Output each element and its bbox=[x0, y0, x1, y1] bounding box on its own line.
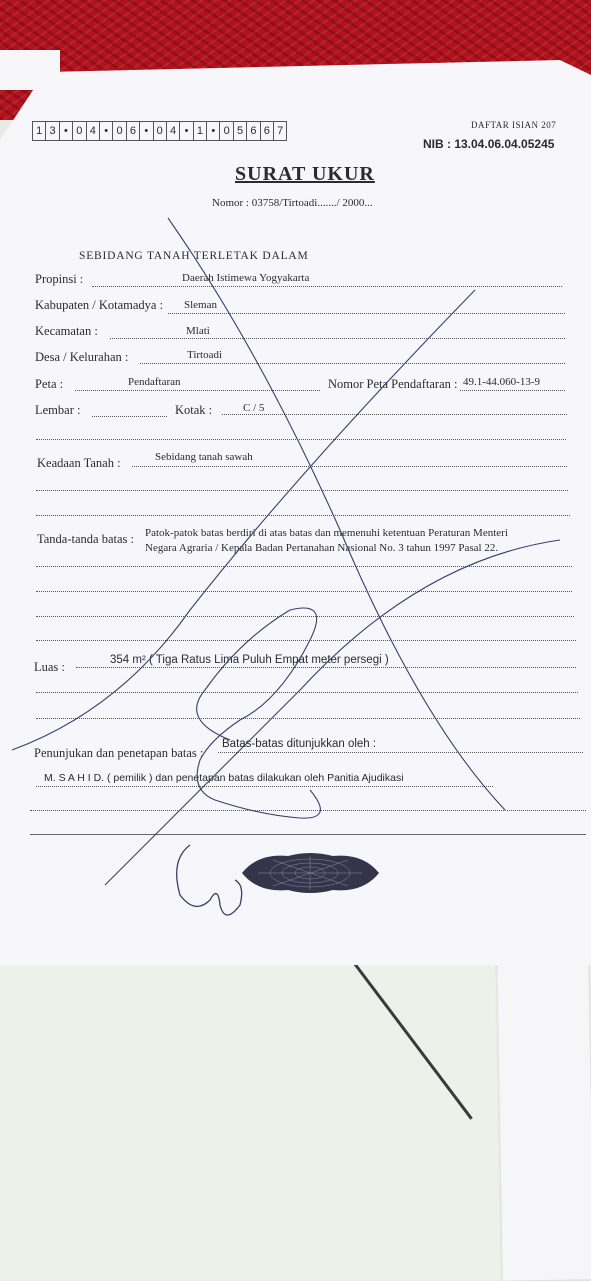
nomor-peta-value: 49.1-44.060-13-9 bbox=[463, 376, 540, 388]
registry-digit-box: 0 bbox=[154, 122, 167, 140]
registry-digit-box: • bbox=[100, 122, 113, 140]
registry-digit-box: • bbox=[60, 122, 73, 140]
nib-number: NIB : 13.04.06.04.05245 bbox=[423, 137, 555, 151]
registry-digit-box: • bbox=[180, 122, 193, 140]
kecamatan-label: Kecamatan : bbox=[35, 324, 98, 338]
propinsi-label: Propinsi : bbox=[35, 272, 84, 286]
registry-digit-box: 3 bbox=[46, 122, 59, 140]
luas-value: 354 m² ( Tiga Ratus Lima Puluh Empat meter persegi ) bbox=[110, 654, 389, 666]
desa-value: Tirtoadi bbox=[187, 349, 223, 361]
registry-digit-box: 1 bbox=[33, 122, 46, 140]
registry-digit-box: • bbox=[140, 122, 153, 140]
registry-digit-box: • bbox=[207, 122, 220, 140]
nomor-peta-label: Nomor Peta Pendaftaran : bbox=[328, 377, 458, 391]
registry-digit-box: 5 bbox=[234, 122, 247, 140]
registry-digit-box: 6 bbox=[127, 122, 140, 140]
registry-digit-box: 7 bbox=[277, 125, 284, 137]
kotak-value: C / 5 bbox=[243, 402, 265, 414]
document-title: SURAT UKUR bbox=[235, 163, 375, 185]
document-number: Nomor : 03758/Tirtoadi......./ 2000... bbox=[212, 197, 373, 209]
embossed-seal bbox=[238, 848, 383, 898]
registry-digit-box: 6 bbox=[247, 122, 260, 140]
section-heading: SEBIDANG TANAH TERLETAK DALAM bbox=[79, 250, 309, 262]
kabupaten-label: Kabupaten / Kotamadya : bbox=[35, 298, 164, 312]
registry-digit-box: 0 bbox=[73, 122, 86, 140]
registry-digit-box: 1 bbox=[194, 122, 207, 140]
penunjukan-label: Penunjukan dan penetapan batas : bbox=[34, 746, 204, 760]
kecamatan-value: Mlati bbox=[186, 325, 210, 337]
peta-value: Pendaftaran bbox=[128, 376, 181, 388]
batas-line2: Negara Agraria / Kepala Badan Pertanahan Nasional No. 3 tahun 1997 Pasal 22. bbox=[145, 542, 499, 554]
lembar-label: Lembar : bbox=[35, 403, 81, 417]
kabupaten-value: Sleman bbox=[184, 299, 217, 311]
form-code: DAFTAR ISIAN 207 bbox=[471, 120, 557, 130]
keadaan-label: Keadaan Tanah : bbox=[37, 456, 121, 470]
batas-label: Tanda-tanda batas : bbox=[37, 532, 134, 546]
registry-digit-box: 6 bbox=[261, 122, 274, 140]
propinsi-value: Daerah Istimewa Yogyakarta bbox=[182, 272, 310, 284]
registry-digit-box: 4 bbox=[167, 122, 180, 140]
penunjukan-value: Batas-batas ditunjukkan oleh : bbox=[222, 738, 377, 750]
registry-digit-box: 4 bbox=[87, 122, 100, 140]
batas-line1: Patok-patok batas berdiri di atas batas dan memenuhi ketentuan Peraturan Menteri bbox=[145, 527, 508, 539]
registry-digit-box: 0 bbox=[220, 122, 233, 140]
keadaan-value: Sebidang tanah sawah bbox=[155, 451, 253, 463]
peta-label: Peta : bbox=[35, 377, 64, 391]
registry-digit-box: 0 bbox=[113, 122, 126, 140]
luas-label: Luas : bbox=[34, 660, 65, 674]
kotak-label: Kotak : bbox=[175, 403, 213, 417]
penunjukan-line2: M. S A H I D. ( pemilik ) dan penetapan batas dilakukan oleh Panitia Ajudikasi bbox=[44, 772, 404, 784]
desa-label: Desa / Kelurahan : bbox=[35, 350, 129, 364]
